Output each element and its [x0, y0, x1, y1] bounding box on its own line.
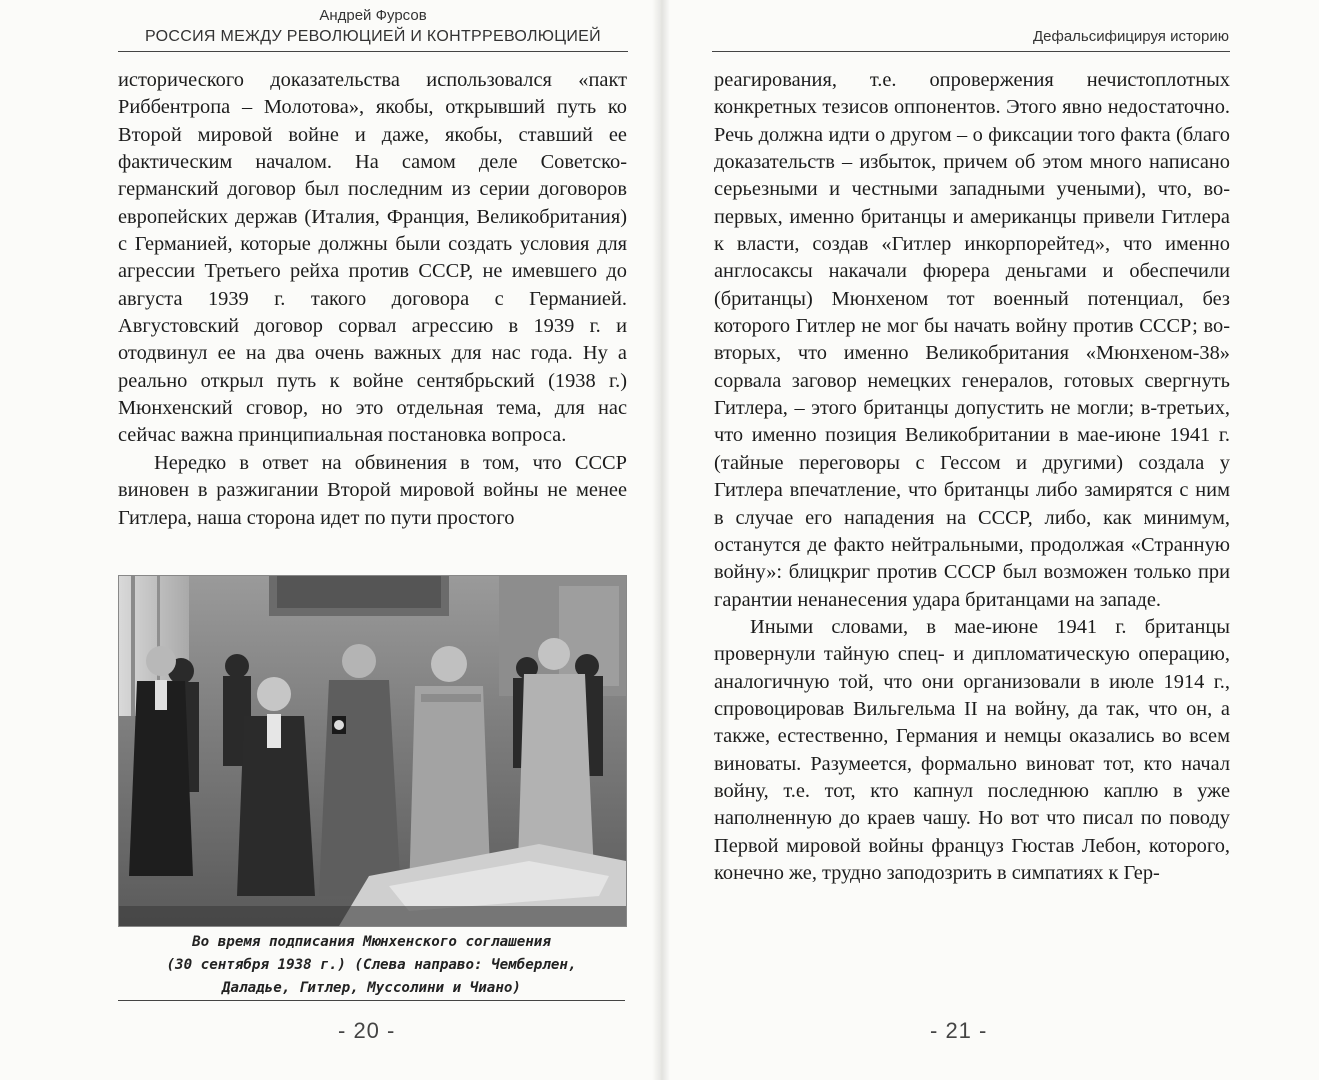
running-head-title: Дефальсифицируя историю: [1032, 28, 1229, 45]
page-number: - 20 -: [338, 1018, 396, 1043]
caption-line: Даладье, Гитлер, Муссолини и Чиано): [222, 980, 521, 996]
header-rule: [712, 51, 1230, 52]
caption-line: (30 сентября 1938 г.) (Слева направо: Чемберлен,: [166, 957, 577, 973]
right-page: [665, 0, 1319, 1080]
running-head-author: Андрей Фурсов: [319, 7, 427, 24]
left-body-text: [118, 67, 627, 532]
munich-agreement-photo: [118, 575, 627, 927]
caption-line: Во время подписания Мюнхенского соглашения: [192, 934, 551, 950]
photo-illustration: [119, 576, 626, 926]
figure-hitler: [319, 644, 401, 896]
paragraph: Нередко в ответ на обвинения в том, что СССР виновен в разжигании Второй мировой войны не менее Гитлера, наша сторона идет по пути простого: [118, 451, 627, 529]
left-page: [0, 0, 655, 1080]
photo-caption: [118, 931, 625, 1000]
right-body-text: [714, 67, 1230, 887]
running-head-title: РОССИЯ МЕЖДУ РЕВОЛЮЦИЕЙ И КОНТРРЕВОЛЮЦИЕЙ: [145, 28, 601, 45]
paragraph: реагирования, т.е. опровержения нечистоплотных конкретных тезисов оппонентов. Этого явно недостаточно. Речь должна идти о другом – о фиксации того факта (благо доказательств – избыток, причем об этом много написано серьезными и честными западными учеными), что, во-первых, именно британцы и американцы привели Гитлера к власти, создав «Гитлер инкорпорейтед», что именно англосаксы накачали фюрера деньгами и обеспечили (британцы) Мюнхеном тот военный потенциал, без которого Гитлер не мог бы начать войну против СССР; во-вторых, что именно Великобритания «Мюнхеном-38» сорвала заговор немецких генералов, готовых свергнуть Гитлера, – этого британцы допустить не могли; в-третьих, что именно позиция Великобритании в мае-июне 1941 г. (тайные переговоры с Гессом и другими) создала у Гитлера впечатление, что британцы либо замирятся с ним в случае его нападения на СССР, либо, как минимум, останутся де факто нейтральными, продолжая «Странную войну»: блицкриг против СССР был возможен только при гарантии ненанесения удара британцами на западе.: [714, 69, 1230, 611]
page-number: - 21 -: [930, 1018, 988, 1043]
paragraph: исторического доказательства использовался «пакт Риббентропа – Молотова», якобы, открывший путь ко Второй мировой войне и даже, якобы, ставший ее фактическим началом. На самом деле Советско-германский договор был последним из серии договоров европейских держав (Италия, Франция, Великобритания) с Германией, которые должны были создать условия для агрессии Третьего рейха против СССР, не имевшего до августа 1939 г. такого договора с Германией. Августовский договор сорвал агрессию в 1939 г. и отодвинул ее на два очень важных для нас года. Ну а реально открыл путь к войне сентябрьский (1938 г.) Мюнхенский сговор, но это отдельная тема, для нас сейчас важна принципиальная постановка вопроса.: [118, 69, 627, 447]
paragraph: Иными словами, в мае-июне 1941 г. британцы провернули тайную спец- и дипломатическую операцию, аналогичную той, что они организовали в июле 1914 г., спровоцировав Вильгельма II на войну, да так, что он, а также, естественно, Германия и немцы оказались во всем виноваты. Разумеется, формально виноват тот, кто начал войну, т.е. тот, кто капнул последнюю каплю в уже наполненную до краев чашу. Но вот что писал по поводу Первой мировой войны француз Гюстав Лебон, которого, конечно же, трудно заподозрить в симпатиях к Гер-: [714, 615, 1230, 884]
caption-rule: [118, 1000, 625, 1001]
header-rule: [118, 51, 628, 52]
